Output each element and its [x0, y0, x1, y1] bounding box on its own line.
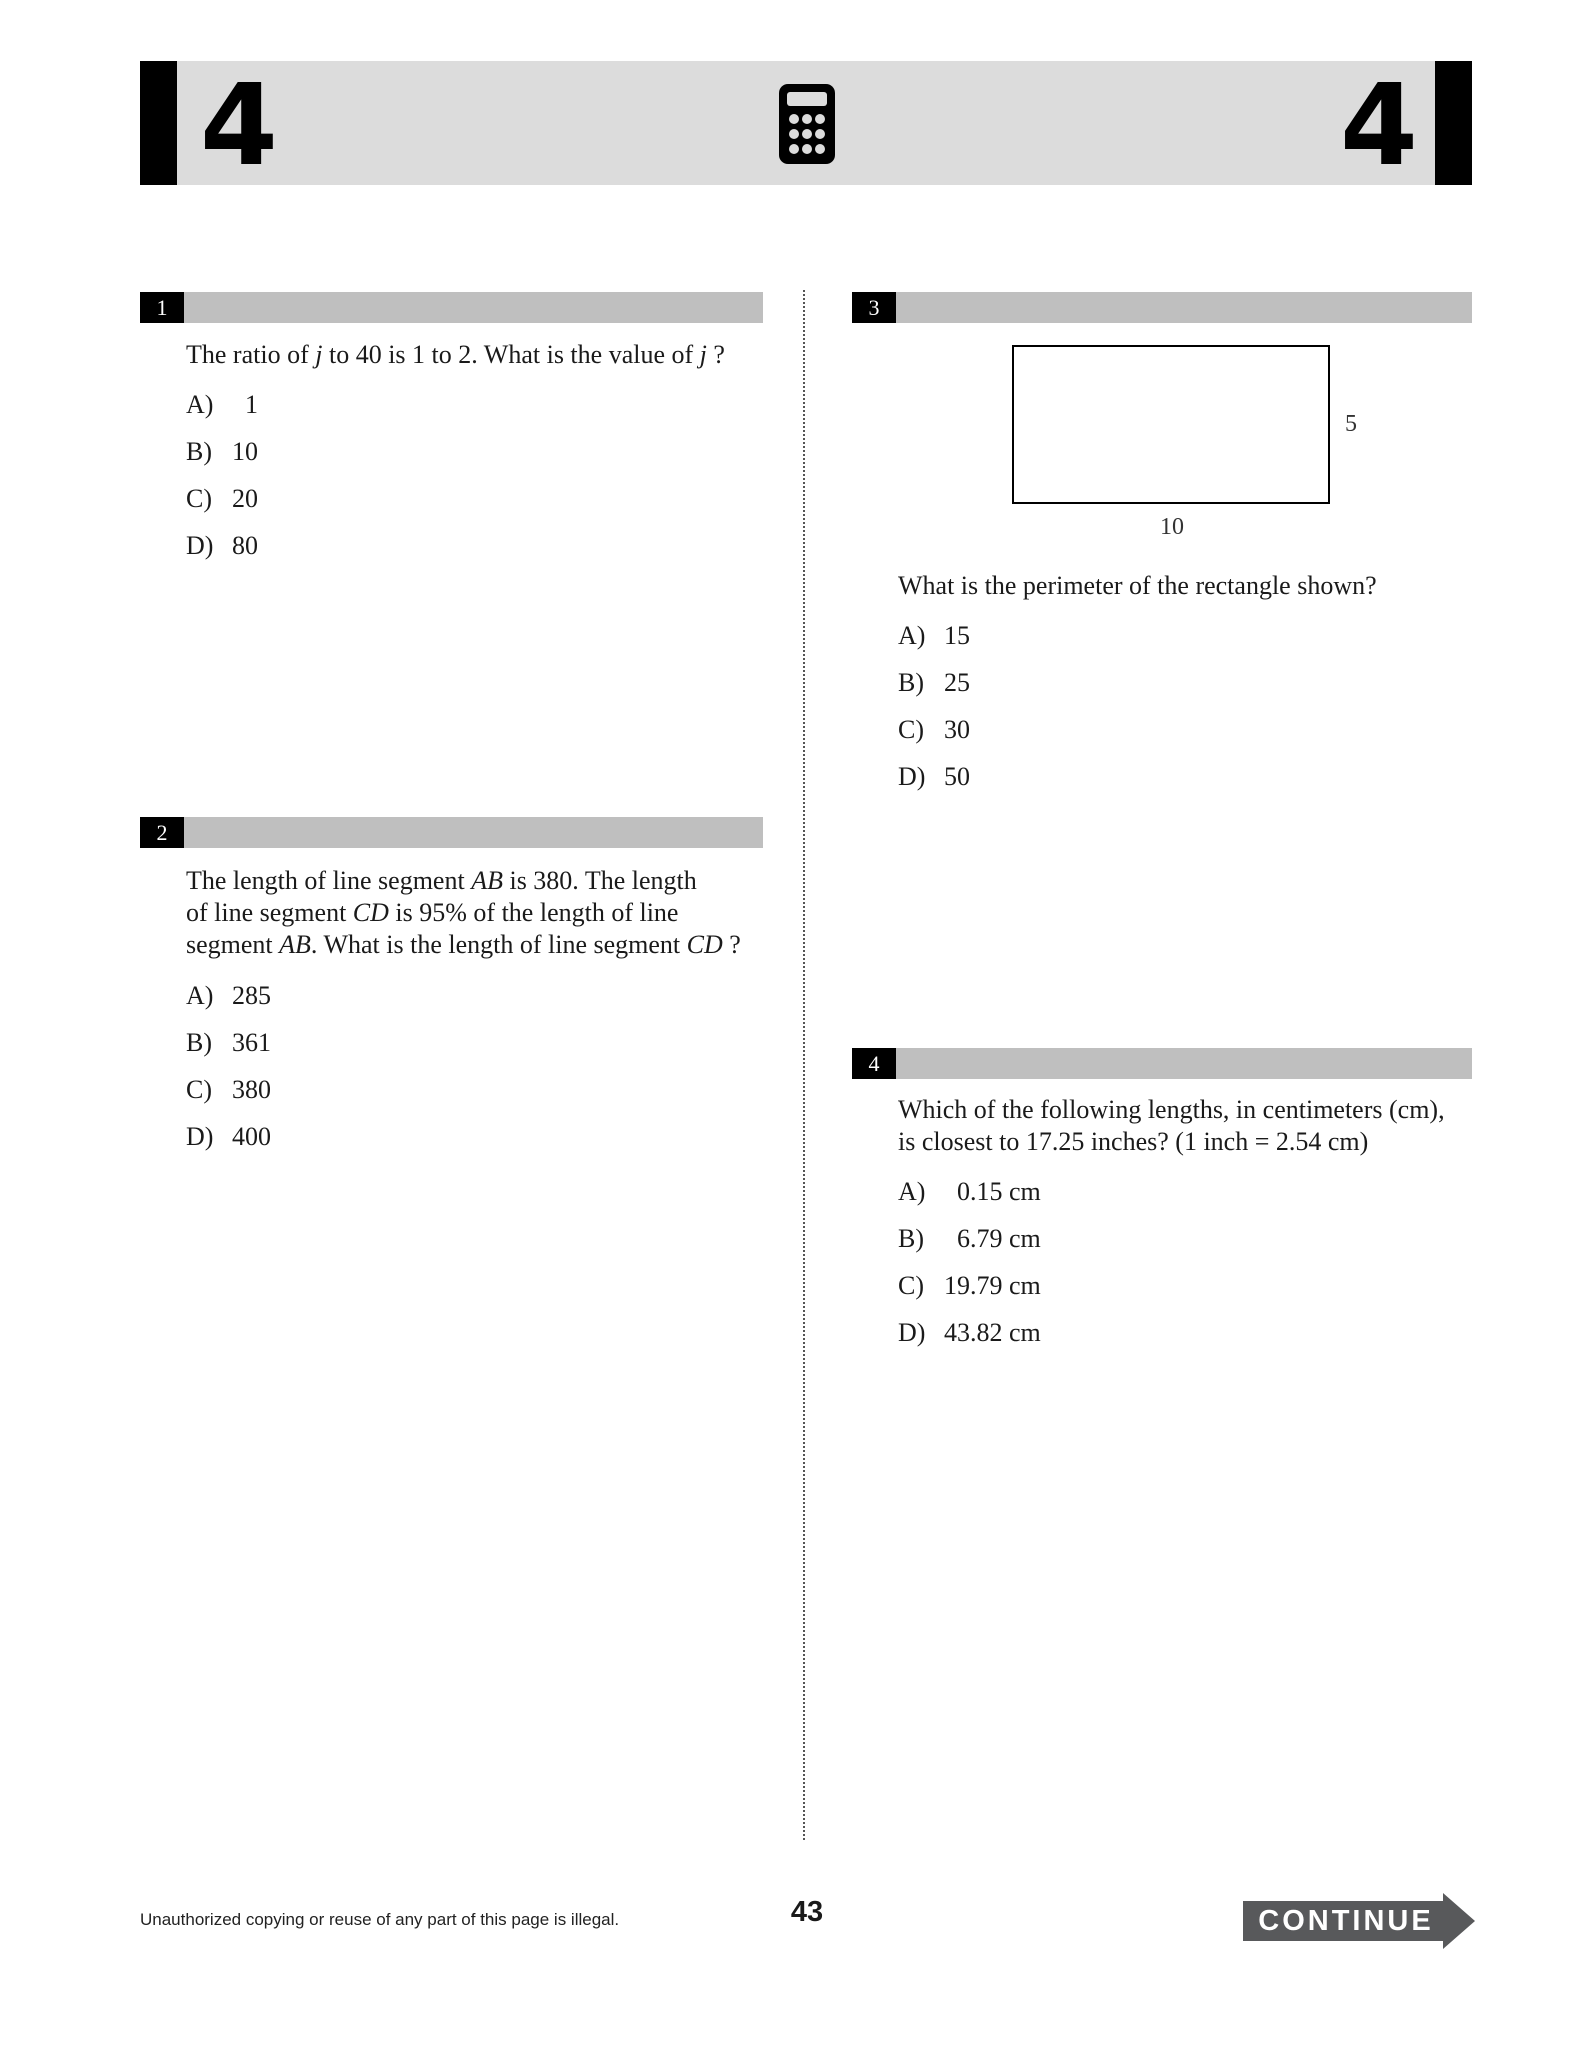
section-number-left: 4	[200, 61, 278, 191]
header-right-bar	[1435, 61, 1472, 185]
question-2-stem: The length of line segment AB is 380. The length of line segment CD is 95% of the length of line segment AB. What is the length of line segment CD ?	[186, 866, 741, 959]
question-4-choices	[898, 1176, 1041, 1364]
question-number: 3	[852, 292, 896, 323]
page-number: 43	[790, 1896, 824, 1928]
rectangle-figure	[1012, 345, 1330, 504]
question-4-header	[852, 1048, 1472, 1079]
question-4-stem: Which of the following lengths, in centimeters (cm), is closest to 17.25 inches? (1 inch = 2.54 cm)	[898, 1095, 1445, 1156]
answer-choice[interactable]: D) 50	[898, 762, 970, 791]
question-3-choices	[898, 620, 970, 808]
question-number: 1	[140, 292, 184, 323]
answer-choice[interactable]: A) 0.15 cm	[898, 1177, 1041, 1206]
calculator-icon	[777, 82, 837, 166]
answer-choice[interactable]: C) 19.79 cm	[898, 1271, 1041, 1300]
answer-choice[interactable]: C) 380	[186, 1075, 271, 1104]
answer-choice[interactable]: A) 15	[898, 621, 970, 650]
answer-choice[interactable]: C) 30	[898, 715, 970, 744]
answer-choice[interactable]: A) 1	[186, 390, 258, 419]
question-3-header	[852, 292, 1472, 323]
answer-choice[interactable]: B) 361	[186, 1028, 271, 1057]
continue-button-label: CONTINUE	[1258, 1905, 1434, 1937]
answer-choice[interactable]: C) 20	[186, 484, 258, 513]
question-2-choices	[186, 980, 271, 1168]
question-2-header	[140, 817, 763, 848]
answer-choice[interactable]: D) 43.82 cm	[898, 1318, 1041, 1347]
question-number: 4	[852, 1048, 896, 1079]
answer-choice[interactable]: B) 6.79 cm	[898, 1224, 1041, 1253]
answer-choice[interactable]: D) 400	[186, 1122, 271, 1151]
column-divider	[803, 290, 805, 1840]
question-1-header	[140, 292, 763, 323]
question-1-stem: The ratio of j to 40 is 1 to 2. What is the value of j ?	[186, 340, 725, 369]
rectangle-width-label: 10	[1160, 514, 1184, 540]
copyright-notice: Unauthorized copying or reuse of any part of this page is illegal.	[140, 1910, 620, 1929]
header-left-bar	[140, 61, 177, 185]
question-3-stem: What is the perimeter of the rectangle shown?	[898, 571, 1377, 600]
question-number: 2	[140, 817, 184, 848]
answer-choice[interactable]: B) 25	[898, 668, 970, 697]
answer-choice[interactable]: A) 285	[186, 981, 271, 1010]
section-number-right: 4	[1340, 61, 1418, 191]
answer-choice[interactable]: B) 10	[186, 437, 258, 466]
question-1-choices	[186, 389, 258, 577]
answer-choice[interactable]: D) 80	[186, 531, 258, 560]
rectangle-height-label: 5	[1345, 411, 1357, 437]
